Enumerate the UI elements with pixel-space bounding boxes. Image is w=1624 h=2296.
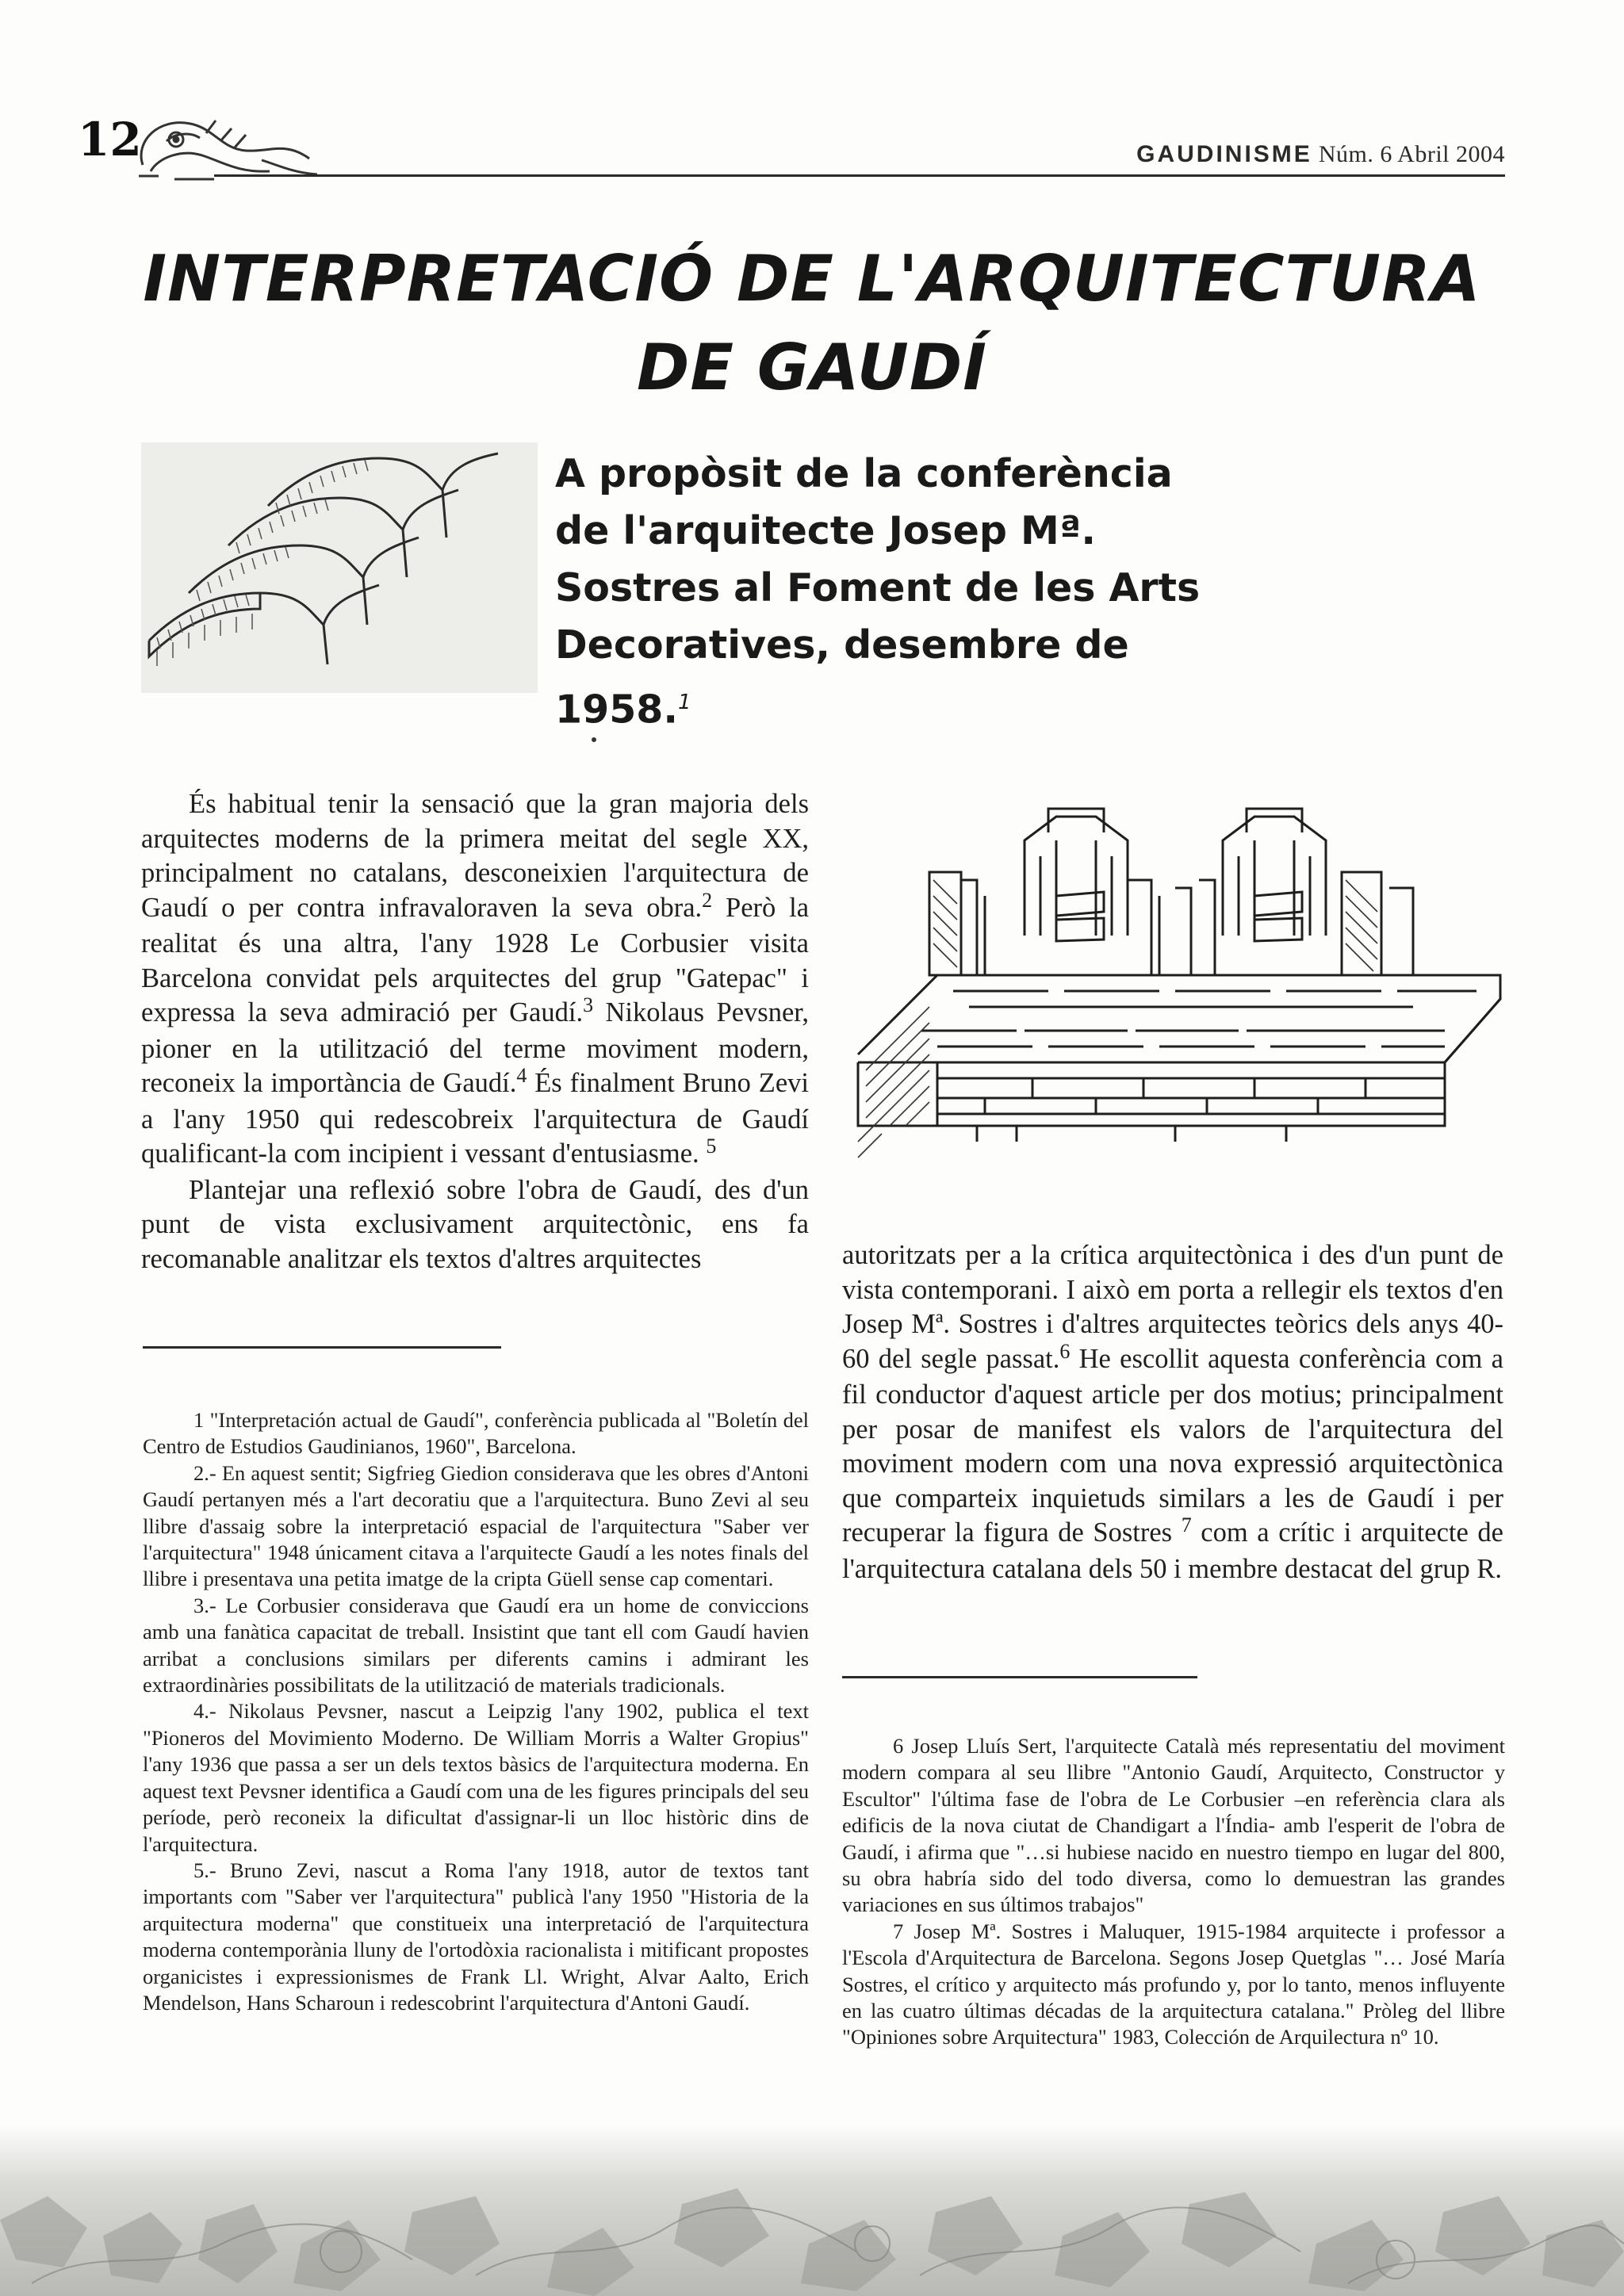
- footnote-divider-right: [842, 1676, 1197, 1678]
- subtitle-line-2: de l'arquitecte Josep Mª.: [555, 508, 1097, 553]
- trencadis-mosaic-border: [0, 2125, 1624, 2296]
- footnote-2: 2.- En aquest sentit; Sigfrieg Giedion considerava que les obres d'Antoni Gaudí pertanyen més a l'art decoratiu que a l'arquitectura. Buno Zevi al seu llibre d'assaig sobre la interpretació espacial de l'arquitectura "Saber ver l'arquitectura" 1948 únicament citava a l'arquitecte Gaudí a les notes finals del llibre i presentava una petita imatge de la cripta Güell sense cap comentari.: [143, 1460, 809, 1591]
- magazine-info: [1136, 141, 1505, 168]
- footnote-ref-1: 1: [678, 691, 691, 714]
- footnote-ref: 5: [706, 1135, 717, 1158]
- footnote-ref: 6: [1059, 1339, 1071, 1363]
- body-text: Nikolaus Pevsner, pioner en la utilització del terme moviment modern, reconeix la importància de Gaudí.: [141, 997, 809, 1098]
- issue-date: Abril 2004: [1397, 141, 1505, 167]
- body-text: És habitual tenir la sensació que la gran majoria dels arquitectes moderns de la primera meitat del segle XX, principalment no catalans, desconeixien l'arquitectura de Gaudí o per contra infravaloraven la seva obra.: [141, 789, 809, 923]
- footnote-ref: 2: [702, 888, 713, 912]
- subtitle-line-1: A propòsit de la conferència: [555, 451, 1173, 496]
- undulating-roof-drawing: [141, 442, 538, 693]
- body-paragraph-2: Plantejar una reflexió sobre l'obra de Gaudí, des d'un punt de vista exclusivament arquitectònic, ens fa recomanable analitzar els textos d'altres arquitectes: [141, 1174, 809, 1274]
- body-text: He escollit aquesta conferència com a fil conductor d'aquest article per dos motius; principalment per posar de manifest els valors de l'arquitectura del moviment modern com una nova expressió arquitectònica que comparteix inquietuds similars a les de Gaudí i per recuperar la figura de Sostres: [842, 1343, 1503, 1548]
- title-line-2: DE GAUDÍ: [636, 331, 988, 404]
- footnote-4: 4.- Nikolaus Pevsner, nascut a Leipzig l'any 1902, publica el text "Pioneros del Movimiento Moderno. De William Morris a Walter Gropius" l'any 1936 que passa a ser un dels textos bàsics de l'arquitectura moderna. En aquest text Pevsner identifica a Gaudí com una de les figures principals del seu període, però reconeix la dificultat d'assignar-li un lloc històric dins de l'arquitectura.: [143, 1699, 809, 1856]
- article-subtitle: [555, 446, 1237, 738]
- footnote-ref: 7: [1181, 1513, 1192, 1536]
- subtitle-year: 1958.: [555, 687, 678, 733]
- body-text: com a crític i arquitecte de l'arquitectura catalana dels 50 i membre destacat del grup R.: [842, 1517, 1503, 1584]
- footnote-7: 7 Josep Mª. Sostres i Maluquer, 1915-1984 arquitecte i professor a l'Escola d'Arquitectura de Barcelona. Segons Josep Quetglas "… José María Sostres, el crítico y arquitecto más profundo y, por lo tanto, menos influyente en las cuatro últimas décadas de la arquitectura catalana." Pròleg del llibre "Opiniones sobre Arquitectura" 1983, Colección de Arquilectura nº 10.: [842, 1919, 1505, 2049]
- header-rule: [214, 174, 1505, 177]
- footnotes-right: [842, 1733, 1505, 2051]
- subtitle-line-3: Sostres al Foment de les Arts: [555, 565, 1201, 610]
- footnote-1: 1 "Interpretación actual de Gaudí", conferència publicada al "Boletín del Centro de Estudios Gaudinianos, 1960", Barcelona.: [143, 1408, 809, 1459]
- decorative-dot: [592, 737, 596, 742]
- body-text: Però la realitat és una altra, l'any 1928 Le Corbusier visita Barcelona convidat pels arquitectes del grup "Gatepac" i expressa la seva admiració per Gaudí.: [141, 892, 810, 1027]
- footnote-divider-left: [143, 1346, 501, 1349]
- footnote-ref: 4: [516, 1064, 527, 1087]
- article-title: [0, 235, 1624, 412]
- body-column-right: [842, 1238, 1503, 1586]
- body-paragraph-2-continued: [842, 1238, 1503, 1586]
- body-text: És finalment Bruno Zevi a l'any 1950 qui redescobreix l'arquitectura de Gaudí qualificant-la com incipient i vessant d'entusiasme.: [141, 1068, 809, 1169]
- issue-number: Núm. 6: [1318, 141, 1392, 167]
- body-text: autoritzats per a la crítica arquitectònica i des d'un punt de vista contemporani. I això em porta a rellegir els textos d'en Josep Mª. Sostres i d'altres arquitectes teòrics dels anys 40-60 del segle passat.: [842, 1240, 1503, 1374]
- title-line-1: INTERPRETACIÓ DE L'ARQUITECTURA: [143, 242, 1481, 316]
- magazine-name: GAUDINISME: [1136, 141, 1312, 167]
- page-number: 12: [78, 113, 142, 166]
- footnote-5: 5.- Bruno Zevi, nascut a Roma l'any 1918, autor de textos tant importants com "Saber ver l'arquitectura" publicà l'any 1950 "Historia de la arquitectura moderna" que constitueix una interpretació de l'arquitectura moderna contemporània lluny de l'ortodòxia racionalista i mitificant propostes organicistes i expressionismes de Frank Ll. Wright, Alvar Aalto, Erich Mendelson, Hans Scharoun i redescobrint l'arquitectura d'Antoni Gaudí.: [143, 1858, 809, 2015]
- rooftop-chimneys-drawing: [842, 793, 1505, 1213]
- footnote-3: 3.- Le Corbusier considerava que Gaudí era un home de conviccions amb una fanàtica capacitat de treball. Insistint que tant ell com Gaudí havien arribat a conclusions similars per diferents camins i admirant les extraordinàries possibilitats de la utilització de materials tradicionals.: [143, 1593, 809, 1697]
- footnote-ref: 3: [583, 993, 594, 1016]
- body-paragraph-1: [141, 787, 809, 1173]
- subtitle-line-4: Decoratives, desembre de: [555, 622, 1129, 668]
- subtitle-line-5: [555, 674, 1237, 738]
- footnote-6: 6 Josep Lluís Sert, l'arquitecte Català més representatiu del moviment modern compara al seu llibre "Antonio Gaudí, Arquitecto, Constructor y Escultor" l'última fase de l'obra de Le Corbusier –en referència clara als edificis de la nova ciutat de Chandigart a l'Índia- amb l'esperit de l'obra de Gaudí, i afirma que "…si hubiese nacido en nuestro tiempo en lugar del 800, su obra habría sido del todo diversa, como lo demuestran las grandes variaciones en sus últimos trabajos": [842, 1734, 1505, 1917]
- footnotes-left: [143, 1407, 809, 2016]
- body-column-left: [141, 787, 809, 1276]
